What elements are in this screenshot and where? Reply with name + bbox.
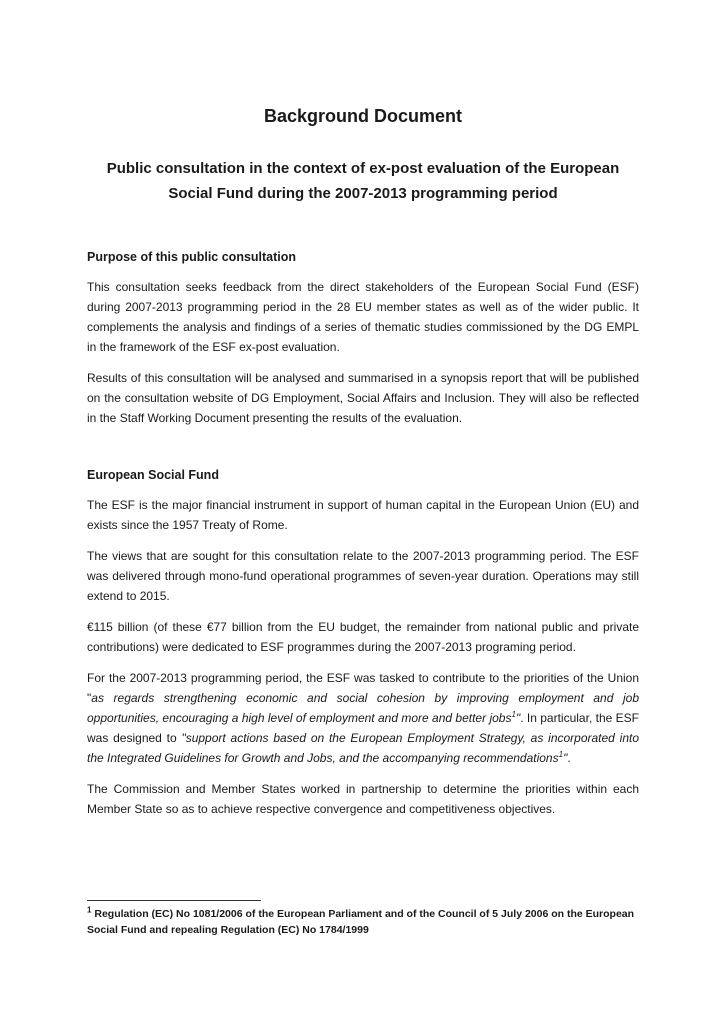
footnote-ref-1[interactable]: 1 (511, 710, 516, 719)
esf-paragraph-1: The ESF is the major financial instrument in support of human capital in the European Union (EU) and exists since the 1957 Treaty of Rome. (87, 498, 639, 532)
esf-p4-intro: For the 2007-2013 programming period, the ESF was tasked to contribute to the priorities of the Union " (87, 671, 639, 705)
esf-paragraph-3: €115 billion (of these €77 billion from the EU budget, the remainder from national public and private contributions) were dedicated to ESF programmes during the 2007-2013 programing period. (87, 620, 639, 654)
footnote-number: 1 (87, 905, 92, 915)
esf-paragraph-4 (87, 668, 639, 768)
footnote-text: Regulation (EC) No 1081/2006 of the European Parliament and of the Council of 5 July 2006 on the European Social Fund and repealing Regulation (EC) No 1784/1999 (87, 908, 635, 936)
esf-heading: European Social Fund (87, 468, 219, 482)
esf-p4-quote-2-close: " (563, 751, 568, 765)
purpose-paragraph-1: This consultation seeks feedback from the direct stakeholders of the European Social Fund (ESF) during 2007-2013 programming period in the 28 EU member states as well as of the wider public. It complements the analysis and findings of a series of thematic studies commissioned by the DG EMPL in the framework of the ESF ex-post evaluation. (87, 280, 639, 354)
esf-p4-end: . (567, 751, 571, 765)
document-body (87, 104, 639, 819)
footnote (87, 906, 639, 938)
esf-p4-mid: . In particular, the ESF was designed to (87, 711, 640, 745)
document-subtitle: Public consultation in the context of ex-post evaluation of the European Social Fund during the 2007-2013 programming period (106, 160, 620, 202)
purpose-heading: Purpose of this public consultation (87, 250, 297, 264)
esf-p4-quote-2-text: "support actions based on the European Employment Strategy, as incorporated into the Integrated Guidelines for Growth and Jobs, and the accompanying recommendations (87, 731, 639, 765)
document-title: Background Document (263, 106, 463, 126)
esf-paragraph-5: The Commission and Member States worked in partnership to determine the priorities within each Member State so as to achieve respective convergence and competitiveness objectives. (87, 782, 639, 816)
footnote-ref-2[interactable]: 1 (558, 750, 564, 759)
purpose-paragraph-2: Results of this consultation will be analysed and summarised in a synopsis report that will be published on the consultation website of DG Employment, Social Affairs and Inclusion. They will also be reflected in the Staff Working Document presenting the results of the evaluation. (87, 371, 639, 425)
esf-p4-quote-1-close: " (515, 711, 521, 725)
footnote-divider (87, 900, 261, 901)
esf-p4-quote-1-text: as regards strengthening economic and social cohesion by improving employment and job opportunities, encouraging a high level of employment and more and better jobs (87, 691, 639, 725)
esf-paragraph-2: The views that are sought for this consultation relate to the 2007-2013 programming period. The ESF was delivered through mono-fund operational programmes of seven-year duration. Operations may still extend to 2015. (87, 549, 639, 603)
